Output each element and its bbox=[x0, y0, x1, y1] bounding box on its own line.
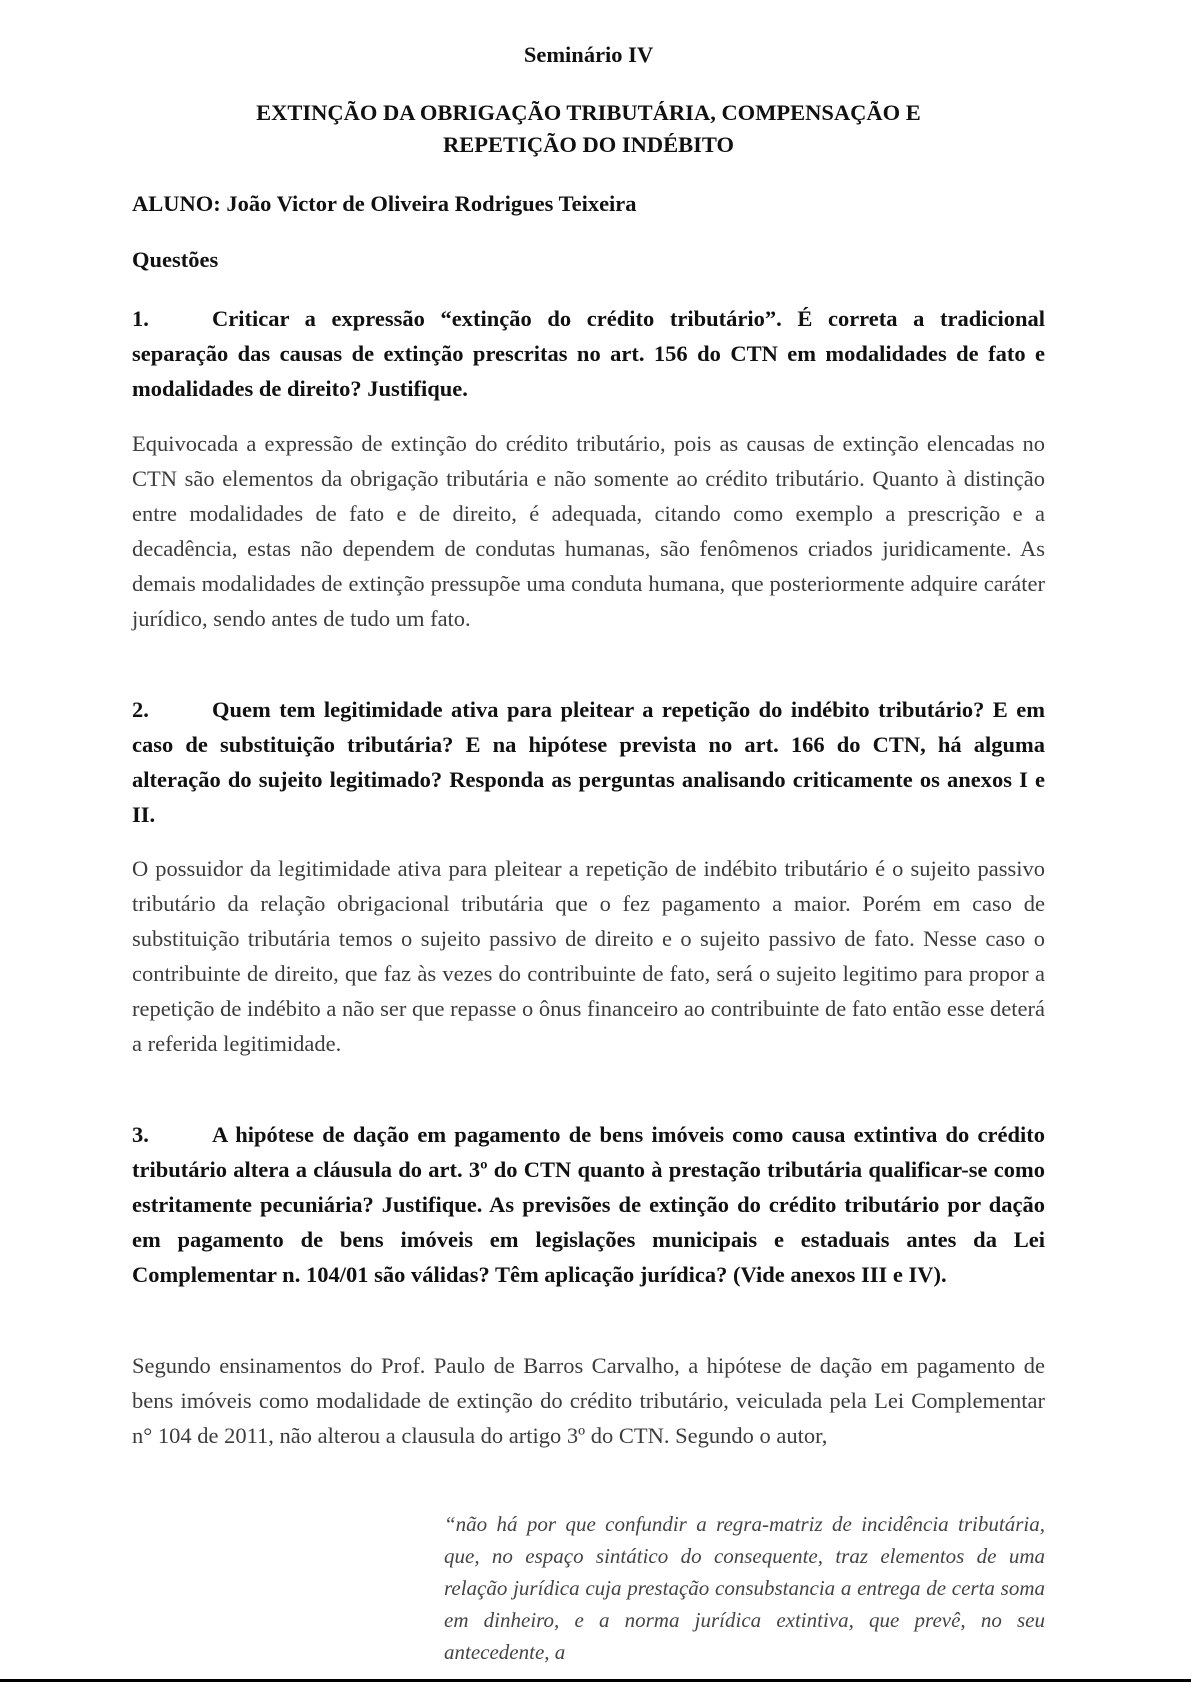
seminar-heading: Seminário IV bbox=[523, 42, 654, 67]
page-bottom-border bbox=[0, 1679, 1191, 1682]
section-heading: Questões bbox=[132, 247, 219, 272]
block-quote: “não há por que confundir a regra-matriz de incidência tributária, que, no espaço sintático do consequente, traz elementos de uma relação jurídica cuja prestação consubstancia a entrega de certa soma em dinheiro, e a norma jurídica extintiva, que prevê, no seu antecedente, a bbox=[444, 1512, 1045, 1664]
question-number: 1. bbox=[132, 306, 149, 331]
student-name: ALUNO: João Victor de Oliveira Rodrigues Teixeira bbox=[132, 191, 637, 216]
answer-1: Equivocada a expressão de extinção do crédito tributário, pois as causas de extinção elencadas no CTN são elementos da obrigação tributária e não somente ao crédito tributário. Quanto à distinção entre modalidades de fato e de direito, é adequada, citando como exemplo a prescrição e a decadência, estas não dependem de condutas humanas, são fenômenos criados juridicamente. As demais modalidades de extinção pressupõe uma conduta humana, que posteriormente adquire caráter jurídico, sendo antes de tudo um fato. bbox=[132, 431, 1045, 631]
answer-2: O possuidor da legitimidade ativa para pleitear a repetição de indébito tributário é o sujeito passivo tributário da relação obrigacional tributária que o fez pagamento a maior. Porém em caso de substituição tributária temos o sujeito passivo de direito e o sujeito passivo de fato. Nesse caso o contribuinte de direito, que faz às vezes do contribuinte de fato, será o sujeito legitimo para propor a repetição de indébito a não ser que repasse o ônus financeiro ao contribuinte de fato então esse deterá a referida legitimidade. bbox=[132, 856, 1045, 1056]
question-1 bbox=[132, 301, 1045, 406]
answer-3: Segundo ensinamentos do Prof. Paulo de Barros Carvalho, a hipótese de dação em pagamento de bens imóveis como modalidade de extinção do crédito tributário, veiculada pela Lei Complementar n° 104 de 2011, não alterou a clausula do artigo 3º do CTN. Segundo o autor, bbox=[132, 1353, 1045, 1448]
document-title-line2: REPETIÇÃO DO INDÉBITO bbox=[443, 132, 734, 157]
question-text: Quem tem legitimidade ativa para pleitear a repetição do indébito tributário? E em caso de substituição tributária? E na hipótese prevista no art. 166 do CTN, há alguma alteração do sujeito legitimado? Responda as perguntas analisando criticamente os anexos I e II. bbox=[132, 697, 1045, 827]
question-text: Criticar a expressão “extinção do crédito tributário”. É correta a tradicional separação das causas de extinção prescritas no art. 156 do CTN em modalidades de fato e modalidades de direito? Justifique. bbox=[132, 306, 1045, 401]
question-text: A hipótese de dação em pagamento de bens imóveis como causa extintiva do crédito tributário altera a cláusula do art. 3º do CTN quanto à prestação tributária qualificar-se como estritamente pecuniária? Justifique. As previsões de extinção do crédito tributário por dação em pagamento de bens imóveis em legislações municipais e estaduais antes da Lei Complementar n. 104/01 são válidas? Têm aplicação jurídica? (Vide anexos III e IV). bbox=[132, 1122, 1045, 1287]
document-title-line1: EXTINÇÃO DA OBRIGAÇÃO TRIBUTÁRIA, COMPENSAÇÃO E bbox=[256, 100, 921, 125]
question-2 bbox=[132, 692, 1045, 832]
question-number: 2. bbox=[132, 697, 149, 722]
question-number: 3. bbox=[132, 1122, 149, 1147]
question-3 bbox=[132, 1117, 1045, 1292]
